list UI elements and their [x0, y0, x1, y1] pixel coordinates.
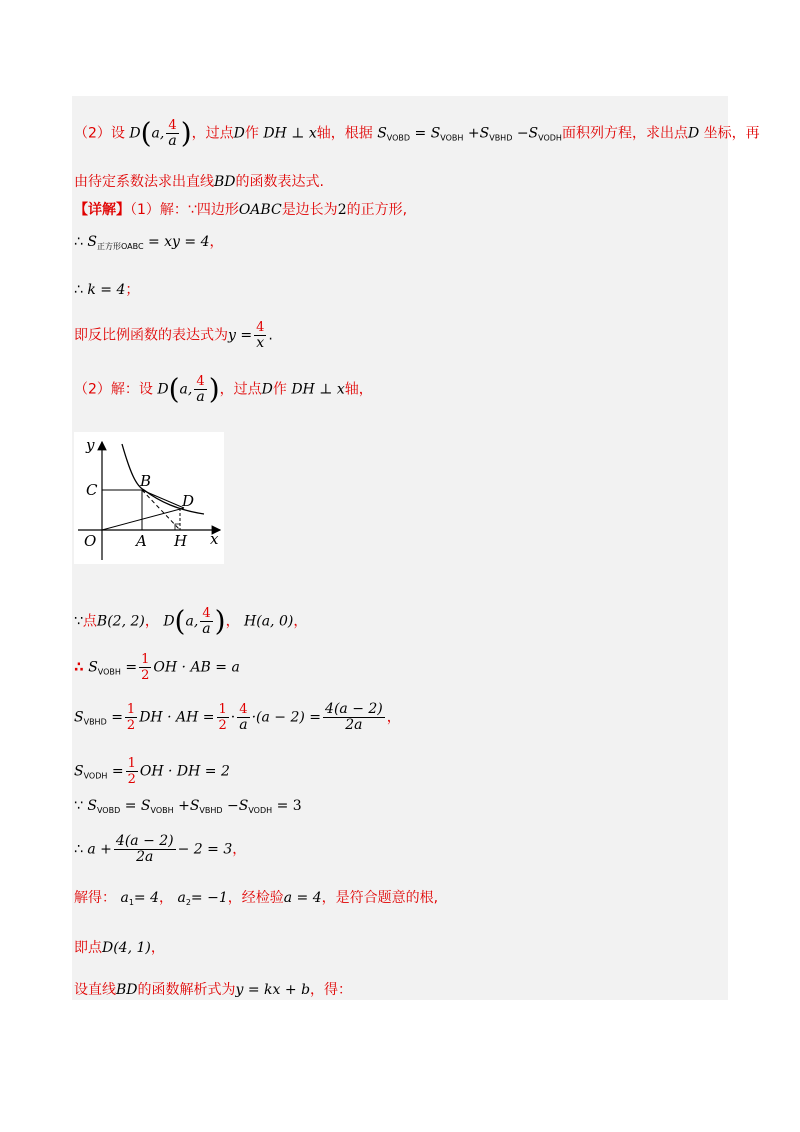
line-hint-2: （2）设 D(a, $\frac{4}{a}$ )，过点D作 DH ⊥ x轴，根据 $S_{VOBD} = S_{VOBH} +S_{VBHD} -S_{VODH}$面积列方程，求出点D 坐标，再 [74, 116, 760, 150]
label-a: A [136, 532, 147, 550]
label-c: C [86, 481, 98, 499]
line-hint-2-cont: 由待定系数法求出直线BD的函数表达式. [74, 174, 324, 190]
label-y: y [86, 436, 95, 454]
segment-od [102, 508, 184, 530]
label-b: B [140, 472, 152, 490]
label-o: O [84, 532, 97, 550]
line-area-bhd: $S_{VBHD}$ = $\frac{1}{2}$ DH · AH = $\frac{1}{2}$ · $\frac{4}{a}$ ·(a − 2) = $\frac{4(a - 2)}{2a}$ ， [74, 701, 401, 733]
line-equation: ∴ a + $\frac{4(a - 2)}{2a}$ − 2 = 3， [74, 833, 247, 865]
coordinate-figure [74, 432, 224, 564]
line-part-2-setup: （2）解：设 D(a, $\frac{4}{a}$ )，过点D作 DH ⊥ x轴， [74, 372, 373, 406]
figure-svg [74, 432, 224, 564]
line-k-value: ∴ k = 4； [74, 282, 140, 298]
line-solution: 解得： $a_1= 4$， $a_2= -1$，经检验a = 4，是符合题意的根, [74, 890, 439, 907]
line-area-odh: $S_{VODH}$ = $\frac{1}{2}$ OH · DH = 2 [74, 756, 230, 787]
label-x: x [210, 530, 219, 548]
line-point-d: 即点D(4, 1)， [74, 940, 165, 956]
label-h: H [174, 532, 188, 550]
segment-bd [142, 490, 184, 508]
line-inverse-function: 即反比例函数的表达式为y = $\frac{4}{x}$ . [74, 320, 273, 351]
line-area-obh: ∴ $S_{VOBH}$ = $\frac{1}{2}$ OH · AB = a [74, 652, 240, 683]
segment-bh [142, 490, 180, 530]
label-d: D [182, 492, 195, 510]
line-set-linear: 设直线BD的函数解析式为y = kx + b，得： [74, 982, 353, 998]
line-area-square: ∴ $S_{正方形OABC}$ = xy = 4， [74, 234, 224, 251]
line-points: ∵点B(2, 2)， D(a, $\frac{4}{a}$ )， H(a, 0)， [74, 604, 308, 638]
square-oabc [102, 490, 142, 530]
line-area-sum: ∵ $S_{VOBD} = S_{VOBH} +S_{VBHD} -S_{VODH} = 3$ [74, 798, 302, 815]
line-detail-1: 【详解】（1）解：∵四边形OABC是边长为2的正方形, [74, 202, 408, 218]
